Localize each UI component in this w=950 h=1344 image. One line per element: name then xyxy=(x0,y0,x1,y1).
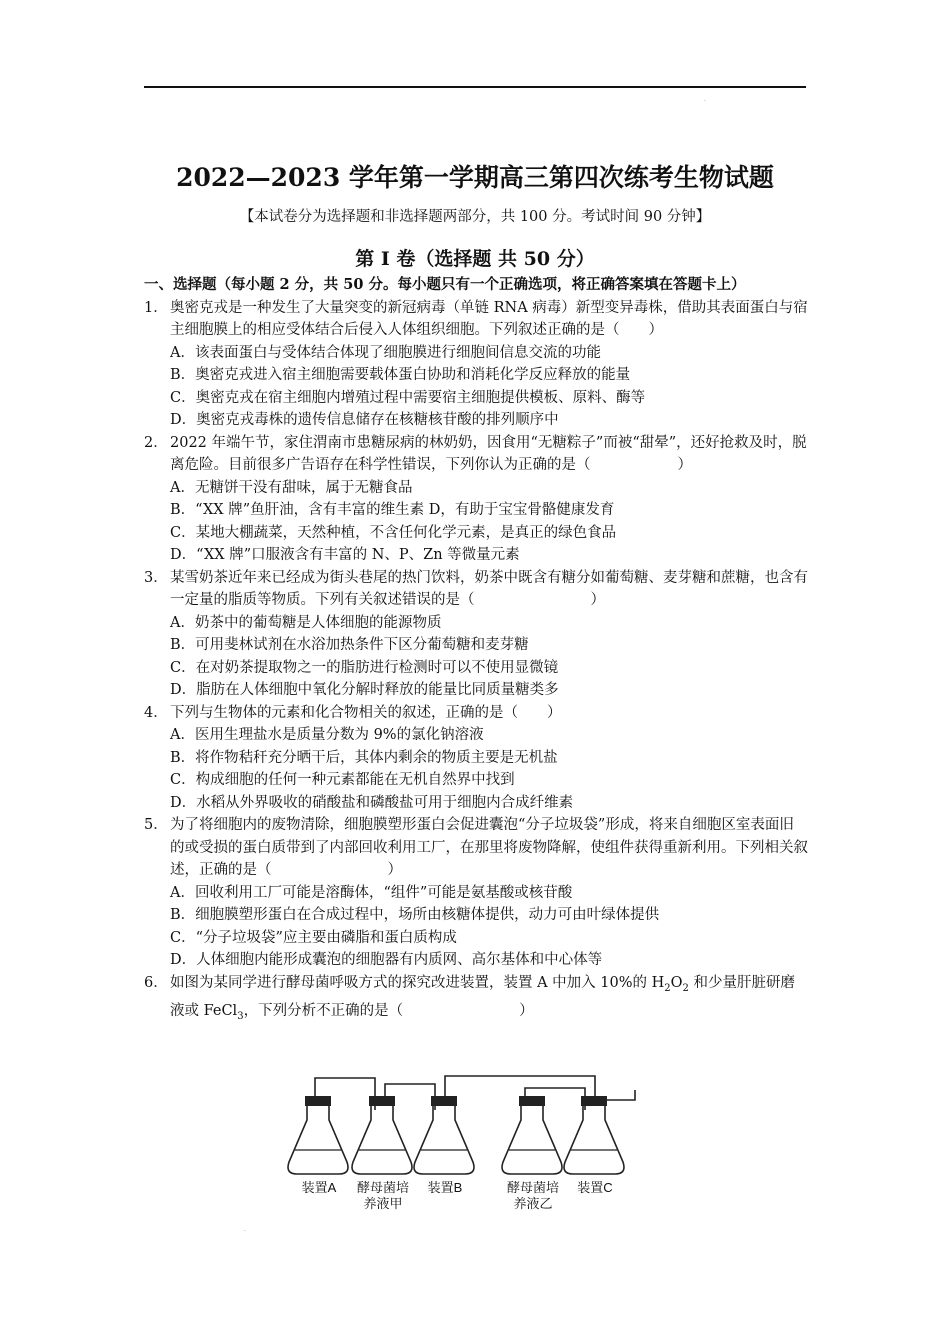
section-title: 第 I 卷（选择题 共 50 分） xyxy=(355,248,595,270)
question-number: 6． xyxy=(144,974,168,991)
label-culture-1-line1: 酵母菌培 xyxy=(356,1180,410,1195)
option-d: D．人体细胞内能形成囊泡的细胞器有内质网、高尔基体和中心体等 xyxy=(170,952,603,968)
stem-part: 和少量肝脏研磨液或 FeCl xyxy=(170,974,796,1019)
question-number: 2． xyxy=(144,434,168,451)
option-a: A．医用生理盐水是质量分数为 9%的氯化钠溶液 xyxy=(170,727,484,743)
flask-culture-1 xyxy=(352,1104,412,1174)
stopper-culture-1 xyxy=(369,1096,395,1106)
question-stem: 2022 年端午节，家住渭南市患糖尿病的林奶奶，因食用“无糖粽子”而被“甜晕”，还好抢救及时，脱离危险。目前很多广告语存在科学性错误，下列你认为正确的是（ ） xyxy=(170,434,807,473)
option-b: B．可用斐林试剂在水浴加热条件下区分葡萄糖和麦芽糖 xyxy=(170,637,529,653)
option-a: A．回收利用工厂可能是溶酶体，“组件”可能是氨基酸或核苷酸 xyxy=(170,884,573,901)
label-device-b: 装置B xyxy=(427,1180,463,1195)
label-device-a: 装置A xyxy=(301,1180,337,1195)
flask-a xyxy=(288,1104,348,1174)
question-number: 1． xyxy=(144,299,168,316)
stopper-c xyxy=(581,1096,607,1106)
flask-culture-2 xyxy=(502,1104,562,1174)
option-c: C．在对奶茶提取物之一的脂肪进行检测时可以不使用显微镜 xyxy=(170,659,559,676)
stem-part: ，下列分析不正确的是（ ） xyxy=(243,1002,534,1019)
option-c: C．构成细胞的任何一种元素都能在无机自然界中找到 xyxy=(170,772,515,788)
option-c: C．某地大棚蔬菜，天然种植，不含任何化学元素，是真正的绿色食品 xyxy=(170,524,617,541)
label-culture-2-line2: 养液乙 xyxy=(513,1196,553,1210)
label-device-c: 装置C xyxy=(577,1180,613,1195)
question-stem: 为了将细胞内的废物清除，细胞膜塑形蛋白会促进囊泡“分子垃圾袋”形成，将来自细胞区室表面旧的或受损的蛋白质带到了内部回收利用工厂，在那里将废物降解，使组件获得重新利用。下列相关叙述，正确的是（ ） xyxy=(170,817,808,878)
option-b: B．细胞膜塑形蛋白在合成过程中，场所由核糖体提供，动力可由叶绿体提供 xyxy=(170,907,660,923)
question-stem: 奥密克戎是一种发生了大量突变的新冠病毒（单链 RNA 病毒）新型变异毒株，借助其表面蛋白与宿主细胞膜上的相应受体结合后侵入人体组织细胞。下列叙述正确的是（ ） xyxy=(170,299,808,338)
option-c: C．奥密克戎在宿主细胞内增殖过程中需要宿主细胞提供模板、原料、酶等 xyxy=(170,389,646,406)
option-d: D．“XX 牌”口服液含有丰富的 N、P、Zn 等微量元素 xyxy=(170,547,520,563)
section-instruction: 一、选择题（每小题 2 分，共 50 分。每小题只有一个正确选项，将正确答案填在答题卡上） xyxy=(144,276,746,293)
question-stem: 下列与生物体的元素和化合物相关的叙述，正确的是（ ） xyxy=(170,704,562,721)
label-culture-1-line2: 养液甲 xyxy=(363,1196,403,1210)
option-c: C．“分子垃圾袋”应主要由磷脂和蛋白质构成 xyxy=(170,929,457,946)
question-stem: 某雪奶茶近年来已经成为街头巷尾的热门饮料，奶茶中既含有糖分如葡萄糖、麦芽糖和蔗糖，也含有一定量的脂质等物质。下列有关叙述错误的是（ ） xyxy=(170,569,808,608)
question-number: 5． xyxy=(144,817,168,833)
subscript: 2 xyxy=(664,982,671,994)
exam-note: 【本试卷分为选择题和非选择题两部分，共 100 分。考试时间 90 分钟】 xyxy=(239,209,711,225)
flask-c xyxy=(564,1104,624,1174)
option-d: D．脂肪在人体细胞中氧化分解时释放的能量比同质量糖类多 xyxy=(170,682,559,698)
option-a: A．该表面蛋白与受体结合体现了细胞膜进行细胞间信息交流的功能 xyxy=(170,344,601,361)
option-a: A．无糖饼干没有甜味，属于无糖食品 xyxy=(170,479,413,496)
stem-part: 如图为某同学进行酵母菌呼吸方式的探究改进装置，装置 A 中加入 10%的 H xyxy=(170,974,665,991)
question-stem xyxy=(170,972,808,1029)
label-culture-2-line1: 酵母菌培 xyxy=(506,1180,560,1195)
speck: . xyxy=(704,96,706,103)
question-5 xyxy=(144,814,808,972)
stem-part: O xyxy=(670,974,683,991)
exam-title: 2022—2023 学年第一学期高三第四次练考生物试题 xyxy=(176,163,774,192)
option-a: A．奶茶中的葡萄糖是人体细胞的能源物质 xyxy=(170,614,442,631)
flask-b xyxy=(414,1104,474,1174)
header-rule xyxy=(144,86,806,88)
speck: . xyxy=(244,1226,246,1233)
question-2 xyxy=(144,432,808,567)
stopper-b xyxy=(431,1096,457,1106)
question-number: 3． xyxy=(144,569,168,586)
question-number: 4． xyxy=(144,704,168,721)
question-4 xyxy=(144,702,808,815)
option-b: B．奥密克戎进入宿主细胞需要载体蛋白协助和消耗化学反应释放的能量 xyxy=(170,367,631,383)
option-d: D．奥密克戎毒株的遗传信息储存在核糖核苷酸的排列顺序中 xyxy=(170,412,559,428)
option-b: B．将作物秸秆充分晒干后，其体内剩余的物质主要是无机盐 xyxy=(170,749,558,766)
question-6 xyxy=(144,972,808,1029)
subscript: 3 xyxy=(237,1010,244,1022)
stopper-a xyxy=(305,1096,331,1106)
subscript: 2 xyxy=(682,982,689,994)
question-1 xyxy=(144,297,808,432)
option-d: D．水稻从外界吸收的硝酸盐和磷酸盐可用于细胞内合成纤维素 xyxy=(170,794,574,811)
question-3 xyxy=(144,567,808,702)
question-list xyxy=(144,274,808,1028)
apparatus-figure xyxy=(285,1070,665,1210)
stopper-culture-2 xyxy=(519,1096,545,1106)
option-b: B．“XX 牌”鱼肝油，含有丰富的维生素 D，有助于宝宝骨骼健康发育 xyxy=(170,502,615,518)
